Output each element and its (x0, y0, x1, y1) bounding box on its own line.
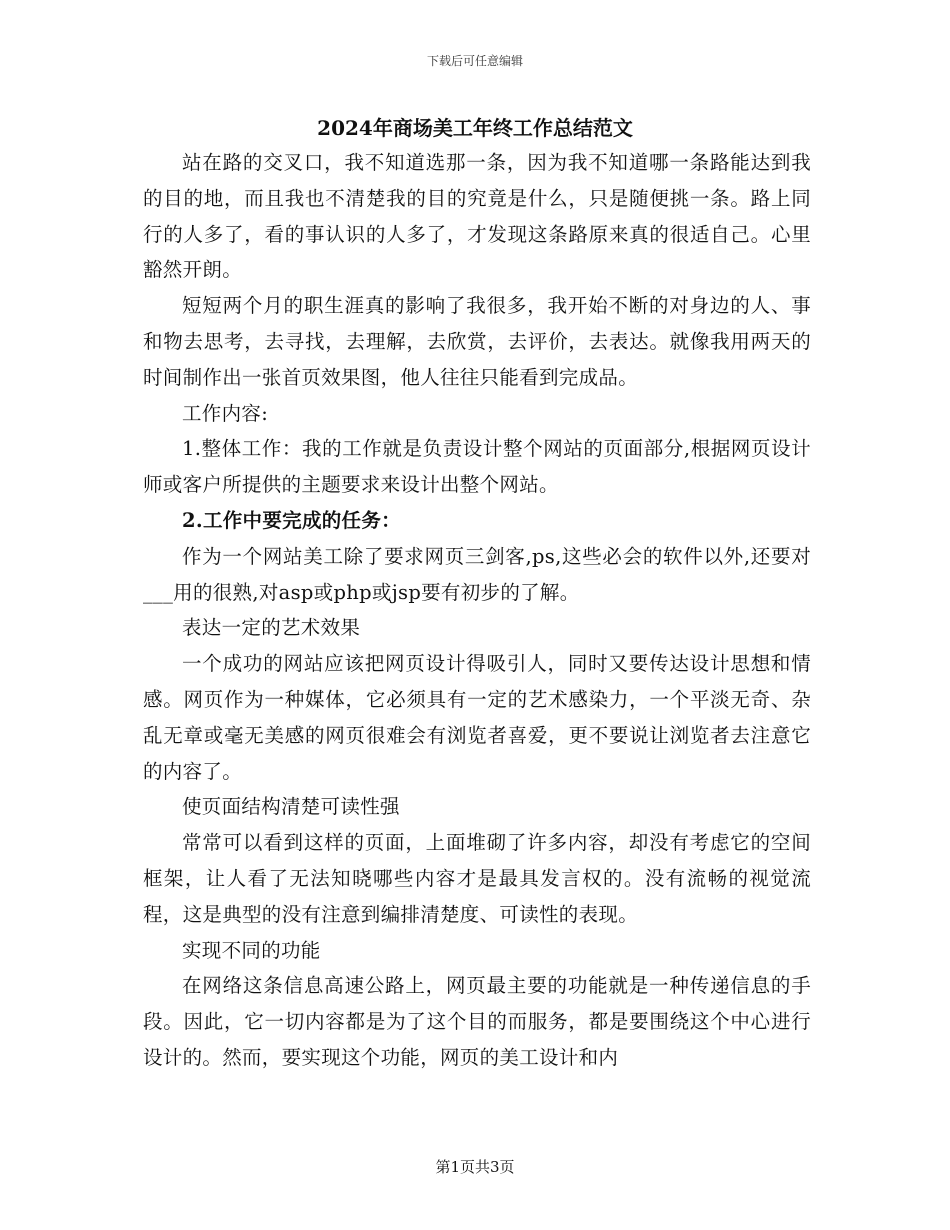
paragraph-career-impact: 短短两个月的职生涯真的影响了我很多，我开始不断的对身边的人、事和物去思考，去寻找，去理解，去欣赏，去评价，去表达。就像我用两天的时间制作出一张首页效果图，他人往往只能看到完成品。 (143, 294, 811, 389)
paragraph-required-skills: 作为一个网站美工除了要求网页三剑客,ps,这些必会的软件以外,还要对___用的很熟,对asp或php或jsp要有初步的了解。 (143, 544, 811, 604)
page-header-note: 下载后可任意编辑 (426, 54, 523, 68)
paragraph-overall-work: 1.整体工作：我的工作就是负责设计整个网站的页面部分,根据网页设计师或客户所提供的主题要求来设计出整个网站。 (143, 437, 811, 497)
subheading-clear-structure: 使页面结构清楚可读性强 (182, 795, 400, 819)
paragraph-functions: 在网络这条信息高速公路上，网页最主要的功能就是一种传递信息的手段。因此，它一切内容都是为了这个目的而服务，都是要围绕这个中心进行设计的。然而，要实现这个功能，网页的美工设计和内 (143, 974, 811, 1069)
document-title: 2024年商场美工年终工作总结范文 (317, 116, 633, 140)
subheading-artistic-effect: 表达一定的艺术效果 (182, 616, 361, 640)
paragraph-artistic-effect: 一个成功的网站应该把网页设计得吸引人，同时又要传达设计思想和情感。网页作为一种媒体，它必须具有一定的艺术感染力，一个平淡无奇、杂乱无章或毫无美感的网页很难会有浏览者喜爱，更不要说让浏览者去注意它的内容了。 (143, 652, 811, 783)
page-footer-indicator: 第1页共3页 (435, 1158, 515, 1176)
section-heading-work-content: 工作内容: (182, 401, 269, 425)
section-heading-tasks: 2.工作中要完成的任务： (182, 508, 401, 532)
subheading-functions: 实现不同的功能 (182, 938, 321, 962)
paragraph-intro: 站在路的交叉口，我不知道选那一条，因为我不知道哪一条路能达到我的目的地，而且我也不清楚我的目的究竟是什么，只是随便挑一条。路上同行的人多了，看的事认识的人多了，才发现这条路原来真的很适自己。心里豁然开朗。 (143, 151, 811, 282)
paragraph-clear-structure: 常常可以看到这样的页面，上面堆砌了许多内容，却没有考虑它的空间框架，让人看了无法知晓哪些内容才是最具发言权的。没有流畅的视觉流程，这是典型的没有注意到编排清楚度、可读性的表现。 (143, 831, 811, 926)
document-body (143, 145, 811, 1076)
